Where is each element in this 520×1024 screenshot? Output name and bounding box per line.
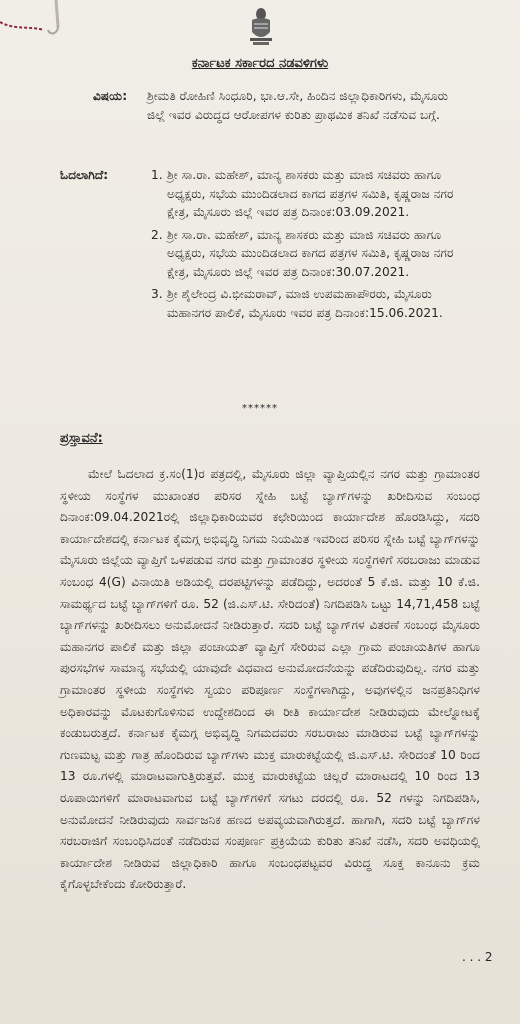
- references-label: ಓದಲಾಗಿದೆ:: [60, 168, 109, 182]
- reference-text: ಶ್ರೀ ಸಾ.ರಾ. ಮಹೇಶ್, ಮಾನ್ಯ ಶಾಸಕರು ಮತ್ತು ಮಾಜಿ ಸಚಿವರು ಹಾಗೂ ಅಧ್ಯಕ್ಷರು, ಸಭೆಯ ಮುಂದಿಡಲಾದ ಕಾಗದ ಪತ್ರಗಳ ಸಮಿತಿ, ಕೃಷ್ಣರಾಜ ನಗರ ಕ್ಷೇತ್ರ, ಮೈಸೂರು ಜಿಲ್ಲೆ ಇವರ ಪತ್ರ ದಿನಾಂಕ:30.07.2021.: [167, 227, 454, 279]
- preamble-heading: ಪ್ರಸ್ತಾವನೆ:: [60, 431, 103, 446]
- reference-item: [151, 285, 461, 322]
- government-emblem-icon: [244, 6, 278, 48]
- reference-number: 2.: [151, 227, 163, 242]
- page-continuation: . . . 2: [462, 950, 493, 964]
- document-title: ಕರ್ನಾಟಕ ಸರ್ಕಾರದ ನಡವಳಿಗಳು: [191, 56, 329, 71]
- reference-number: 1.: [151, 168, 163, 182]
- reference-item: [151, 166, 461, 222]
- preamble-paragraph: ಮೇಲೆ ಓದಲಾದ ಕ್ರ.ಸಂ(1)ರ ಪತ್ರದಲ್ಲಿ, ಮೈಸೂರು ಜಿಲ್ಲಾ ವ್ಯಾಪ್ತಿಯಲ್ಲಿನ ನಗರ ಮತ್ತು ಗ್ರಾಮಾಂತರ ಸ್ಥಳೀಯ ಸಂಸ್ಥೆಗಳ ಮುಖಾಂತರ ಪರಿಸರ ಸ್ನೇಹಿ ಬಟ್ಟೆ ಬ್ಯಾಗ್‌ಗಳನ್ನು ಖರೀದಿಸುವ ಸಂಬಂಧ ದಿನಾಂಕ:09.04.2021ರಲ್ಲಿ ಜಿಲ್ಲಾಧಿಕಾರಿಯವರ ಕಛೇರಿಯಿಂದ ಕಾರ್ಯಾದೇಶ ಹೊರಡಿಸಿದ್ದು, ಸದರಿ ಕಾರ್ಯಾದೇಶದಲ್ಲಿ ಕರ್ನಾಟಕ ಕೈಮಗ್ಗ ಅಭಿವೃದ್ಧಿ ನಿಗಮ ನಿಯಮಿತ ಇವರಿಂದ ಪರಿಸರ ಸ್ನೇಹಿ ಬಟ್ಟೆ ಬ್ಯಾಗ್‌ಗಳನ್ನು ಮೈಸೂರು ಜಿಲ್ಲೆಯ ವ್ಯಾಪ್ತಿಗೆ ಒಳಪಡುವ ನಗರ ಮತ್ತು ಗ್ರಾಮಾಂತರ ಸ್ಥಳೀಯ ಸಂಸ್ಥೆಗಳಿಗೆ ಸರಬರಾಜು ಮಾಡುವ ಸಂಬಂಧ 4(G) ವಿನಾಯಿತಿ ಅಡಿಯಲ್ಲಿ ದರಪಟ್ಟಿಗಳನ್ನು ಪಡೆದಿದ್ದು, ಅದರಂತೆ 5 ಕೆ.ಜಿ. ಮತ್ತು 10 ಕೆ.ಜಿ. ಸಾಮರ್ಥ್ಯದ ಬಟ್ಟೆ ಬ್ಯಾಗ್‌ಗಳಿಗೆ ರೂ. 52 (ಜಿ.ಎಸ್.ಟಿ. ಸೇರಿದಂತೆ) ನಿಗದಿಪಡಿಸಿ ಒಟ್ಟು 14,71,458 ಬಟ್ಟೆ ಬ್ಯಾಗ್‌ಗಳನ್ನು ಖರೀದಿಸಲು ಅನುಮೋದನೆ ನೀಡಿರುತ್ತಾರೆ. ಸದರಿ ಬಟ್ಟೆ ಬ್ಯಾಗ್‌ಗಳ ವಿತರಣೆ ಸಂಬಂಧ ಮೈಸೂರು ಮಹಾನಗರ ಪಾಲಿಕೆ ಮತ್ತು ಜಿಲ್ಲಾ ಪಂಚಾಯತ್ ವ್ಯಾಪ್ತಿಗೆ ಸೇರಿರುವ ಎಲ್ಲಾ ಗ್ರಾಮ ಪಂಚಾಯತಿಗಳ ಹಾಗೂ ಪುರಸಭೆಗಳ ಸಾಮಾನ್ಯ ಸಭೆಯಲ್ಲಿ ಯಾವುದೇ ವಿಧವಾದ ಅನುಮೋದನೆಯನ್ನು ಪಡೆದಿರುವುದಿಲ್ಲ. ನಗರ ಮತ್ತು ಗ್ರಾಮಾಂತರ ಸ್ಥಳೀಯ ಸಂಸ್ಥೆಗಳು ಸ್ವಯಂ ಪರಿಪೂರ್ಣ ಸಂಸ್ಥೆಗಳಾಗಿದ್ದು, ಅವುಗಳಲ್ಲಿನ ಜನಪ್ರತಿನಿಧಿಗಳ ಅಧಿಕಾರವನ್ನು ಮೊಟಕುಗೊಳಿಸುವ ಉದ್ದೇಶದಿಂದ ಈ ರೀತಿ ಕಾರ್ಯಾದೇಶ ನೀಡಿರುವುದು ಮೇಲ್ನೋಟಕ್ಕೆ ಕಂಡುಬರುತ್ತದೆ. ಕರ್ನಾಟಕ ಕೈಮಗ್ಗ ಅಭಿವೃದ್ಧಿ ನಿಗಮದವರು ಸರಬರಾಜು ಮಾಡಿರುವ ಬಟ್ಟೆ ಬ್ಯಾಗ್‌ಗಳನ್ನು ಗುಣಮಟ್ಟ ಮತ್ತು ಗಾತ್ರ ಹೊಂದಿರುವ ಬ್ಯಾಗ್‌ಗಳು ಮುಕ್ತ ಮಾರುಕಟ್ಟೆಯಲ್ಲಿ ಜಿ.ಎಸ್.ಟಿ. ಸೇರಿದಂತೆ 10 ರಿಂದ 13 ರೂ.ಗಳಲ್ಲಿ ಮಾರಾಟವಾಗುತ್ತಿರುತ್ತವೆ. ಮುಕ್ತ ಮಾರುಕಟ್ಟೆಯ ಚಿಲ್ಲರೆ ಮಾರಾಟದಲ್ಲಿ 10 ರಿಂದ 13 ರೂಪಾಯಿಗಳಿಗೆ ಮಾರಾಟವಾಗುವ ಬಟ್ಟೆ ಬ್ಯಾಗ್‌ಗಳಿಗೆ ಸಗಟು ದರದಲ್ಲಿ ರೂ. 52 ಗಳನ್ನು ನಿಗದಿಪಡಿಸಿ, ಅನುಮೋದನೆ ನೀಡಿರುವುದು ಸಾರ್ವಜನಿಕ ಹಣದ ಅಪವ್ಯಯವಾಗಿರುತ್ತದೆ. ಹಾಗಾಗಿ, ಸದರಿ ಬಟ್ಟೆ ಬ್ಯಾಗ್‌ಗಳ ಸರಬರಾಜಿಗೆ ಸಂಬಂಧಿಸಿದಂತೆ ನಡೆದಿರುವ ಸಂಪೂರ್ಣ ಪ್ರಕ್ರಿಯೆಯ ಕುರಿತು ತನಿಖೆ ನಡೆಸಿ, ಸದರಿ ಅವಧಿಯಲ್ಲಿ ಕಾರ್ಯಾದೇಶ ನೀಡಿರುವ ಜಿಲ್ಲಾಧಿಕಾರಿ ಹಾಗೂ ಸಂಬಂಧಪಟ್ಟವರ ವಿರುದ್ಧ ಸೂಕ್ತ ಕಾನೂನು ಕ್ರಮ ಕೈಗೊಳ್ಳಬೇಕೆಂದು ಕೋರಿರುತ್ತಾರೆ.: [60, 467, 480, 892]
- reference-item: [151, 226, 461, 282]
- subject-text: ಶ್ರೀಮತಿ ರೋಹಿಣಿ ಸಿಂಧೂರಿ, ಭಾ.ಆ.ಸೇ, ಹಿಂದಿನ ಜಿಲ್ಲಾಧಿಕಾರಿಗಳು, ಮೈಸೂರು ಜಿಲ್ಲೆ ಇವರ ವಿರುದ್ಧದ ಆರೋಪಗಳ ಕುರಿತು ಪ್ರಾಥಮಿಕ ತನಿಖೆ ನಡೆಸುವ ಬಗ್ಗೆ.: [147, 89, 449, 122]
- section-separator: ******: [242, 403, 278, 414]
- reference-text: ಶ್ರೀ ಶೈಲೇಂದ್ರ ವಿ.ಭೀಮರಾವ್, ಮಾಜಿ ಉಪಮಹಾಪೌರರು, ಮೈಸೂರು ಮಹಾನಗರ ಪಾಲಿಕೆ, ಮೈಸೂರು ಇವರ ಪತ್ರ ದಿನಾಂಕ:15.06.2021.: [167, 287, 443, 320]
- reference-text: ಶ್ರೀ ಸಾ.ರಾ. ಮಹೇಶ್, ಮಾನ್ಯ ಶಾಸಕರು ಮತ್ತು ಮಾಜಿ ಸಚಿವರು ಹಾಗೂ ಅಧ್ಯಕ್ಷರು, ಸಭೆಯ ಮುಂದಿಡಲಾದ ಕಾಗದ ಪತ್ರಗಳ ಸಮಿತಿ, ಕೃಷ್ಣರಾಜ ನಗರ ಕ್ಷೇತ್ರ, ಮೈಸೂರು ಜಿಲ್ಲೆ ಇವರ ಪತ್ರ ದಿನಾಂಕ:03.09.2021.: [167, 168, 454, 219]
- references-list: [151, 166, 461, 326]
- reference-number: 3.: [151, 287, 163, 301]
- binding-thread: [0, 0, 70, 60]
- subject-label: ವಿಷಯ:: [93, 89, 128, 103]
